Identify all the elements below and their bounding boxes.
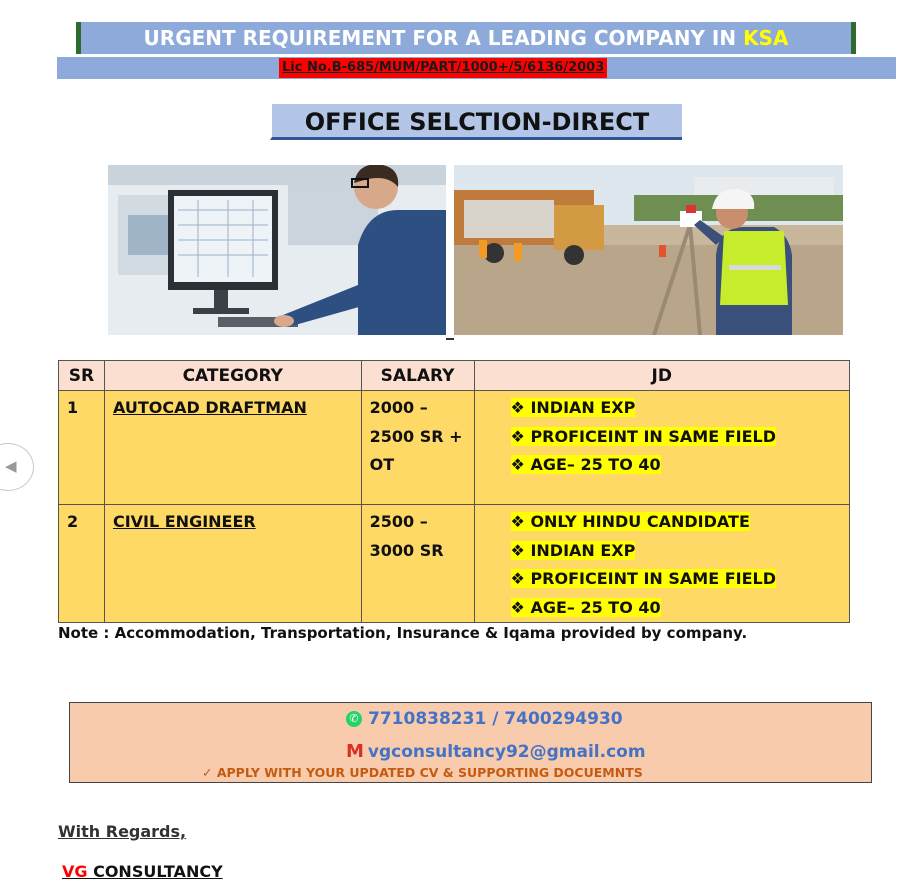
company-prefix: VG	[62, 862, 88, 881]
previous-page-button[interactable]	[0, 443, 34, 491]
jd-item: ❖ ONLY HINDU CANDIDATE	[510, 512, 750, 531]
header-category: CATEGORY	[104, 361, 361, 391]
salary-line: OT	[369, 455, 395, 474]
salary-line: 2500 –	[369, 512, 428, 531]
jd-item: ❖ PROFICEINT IN SAME FIELD	[510, 569, 776, 588]
jd-item: ❖ AGE– 25 TO 40	[510, 597, 661, 617]
requirements-table	[58, 360, 850, 623]
chevron-left-icon: ◀	[5, 457, 17, 475]
email-address[interactable]: vgconsultancy92@gmail.com	[367, 742, 646, 762]
row-jd	[474, 505, 849, 623]
apply-instruction: ✓ APPLY WITH YOUR UPDATED CV & SUPPORTING DOCUEMNTS	[202, 765, 643, 780]
contact-box	[69, 702, 872, 783]
company-signature	[62, 862, 223, 881]
headline-text: URGENT REQUIREMENT FOR A LEADING COMPANY IN	[143, 26, 744, 50]
whatsapp-icon: ✆	[346, 711, 362, 727]
header-sr: SR	[59, 361, 105, 391]
image-separator	[446, 338, 454, 340]
surveyor-photo	[454, 165, 843, 335]
office-selection-heading: OFFICE SELCTION-DIRECT	[270, 104, 682, 140]
jd-item: ❖ PROFICEINT IN SAME FIELD	[510, 426, 776, 446]
row-salary	[361, 391, 474, 505]
company-suffix: CONSULTANCY	[87, 862, 223, 881]
row-sr: 1	[59, 391, 105, 505]
table-row	[59, 391, 850, 505]
license-banner	[57, 57, 896, 79]
category-label: CIVIL ENGINEER	[112, 512, 256, 531]
salary-line: 2500 SR +	[369, 426, 463, 446]
salary-line: 3000 SR	[369, 540, 444, 560]
benefits-note: Note : Accommodation, Transportation, Insurance & Iqama provided by company.	[58, 624, 748, 642]
draftsman-photo	[108, 165, 446, 335]
jd-item: ❖ AGE– 25 TO 40	[510, 455, 661, 474]
table-header-row	[59, 361, 850, 391]
gmail-icon: M	[346, 741, 364, 762]
table-row	[59, 505, 850, 623]
closing-regards: With Regards,	[58, 822, 187, 841]
header-jd: JD	[474, 361, 849, 391]
jd-item: ❖ INDIAN EXP	[510, 398, 636, 417]
license-number: Lic No.B-685/MUM/PART/1000+/5/6136/2003	[279, 58, 607, 78]
row-sr: 2	[59, 505, 105, 623]
phone-line	[346, 709, 623, 729]
row-jd	[474, 391, 849, 505]
headline-banner	[76, 22, 856, 54]
category-label: AUTOCAD DRAFTMAN	[112, 398, 307, 417]
row-category	[104, 505, 361, 623]
row-category	[104, 391, 361, 505]
phone-numbers[interactable]: 7710838231 / 7400294930	[368, 709, 623, 729]
headline-country: KSA	[743, 26, 789, 50]
email-line	[346, 741, 646, 762]
jd-item: ❖ INDIAN EXP	[510, 540, 636, 560]
row-salary	[361, 505, 474, 623]
header-salary: SALARY	[361, 361, 474, 391]
salary-line: 2000 –	[369, 398, 428, 417]
